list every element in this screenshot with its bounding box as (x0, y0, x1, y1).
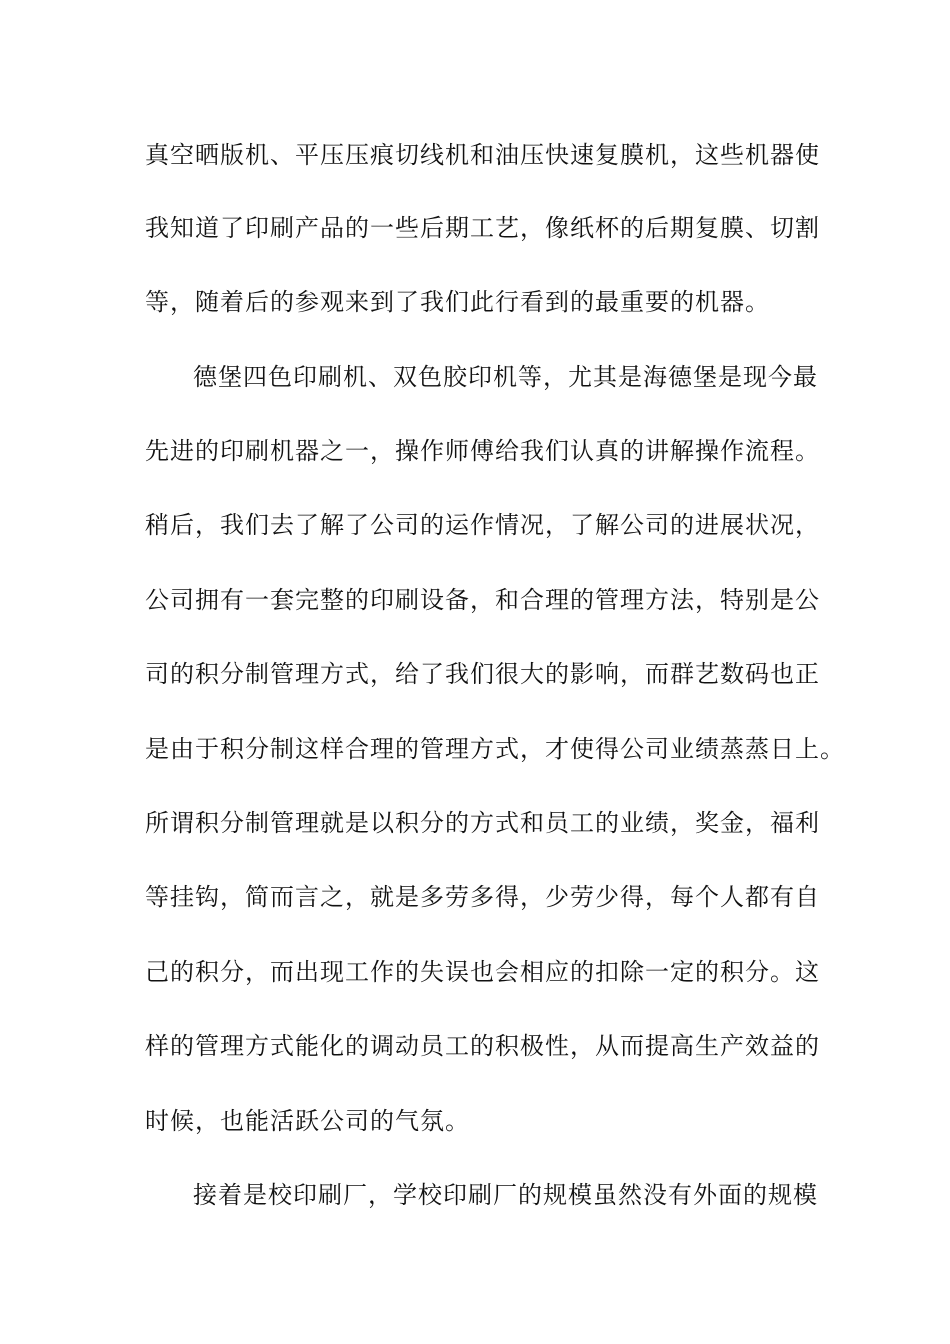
text-line-4: 德堡四色印刷机、双色胶印机等，尤其是海德堡是现今最 (193, 363, 818, 391)
text-line-10: 所谓积分制管理就是以积分的方式和员工的业绩，奖金，福利 (145, 809, 820, 837)
text-line-8: 司的积分制管理方式，给了我们很大的影响，而群艺数码也正 (145, 660, 820, 688)
text-line-12: 己的积分，而出现工作的失误也会相应的扣除一定的积分。这 (145, 958, 820, 986)
text-line-1: 真空晒版机、平压压痕切线机和油压快速复膜机，这些机器使 (145, 141, 820, 169)
text-line-5: 先进的印刷机器之一，操作师傅给我们认真的讲解操作流程。 (145, 437, 820, 465)
text-line-11: 等挂钩，简而言之，就是多劳多得，少劳少得，每个人都有自 (145, 883, 820, 911)
text-line-6: 稍后，我们去了解了公司的运作情况，了解公司的进展状况， (145, 511, 820, 539)
text-line-7: 公司拥有一套完整的印刷设备，和合理的管理方法，特别是公 (145, 586, 820, 614)
text-line-9: 是由于积分制这样合理的管理方式，才使得公司业绩蒸蒸日上。 (145, 735, 845, 763)
text-line-15: 接着是校印刷厂，学校印刷厂的规模虽然没有外面的规模 (193, 1181, 818, 1209)
text-line-13: 样的管理方式能化的调动员工的积极性，从而提高生产效益的 (145, 1032, 820, 1060)
text-line-2: 我知道了印刷产品的一些后期工艺，像纸杯的后期复膜、切割 (145, 214, 820, 242)
text-line-14: 时候，也能活跃公司的气氛。 (145, 1107, 470, 1135)
text-line-3: 等，随着后的参观来到了我们此行看到的最重要的机器。 (145, 288, 770, 316)
